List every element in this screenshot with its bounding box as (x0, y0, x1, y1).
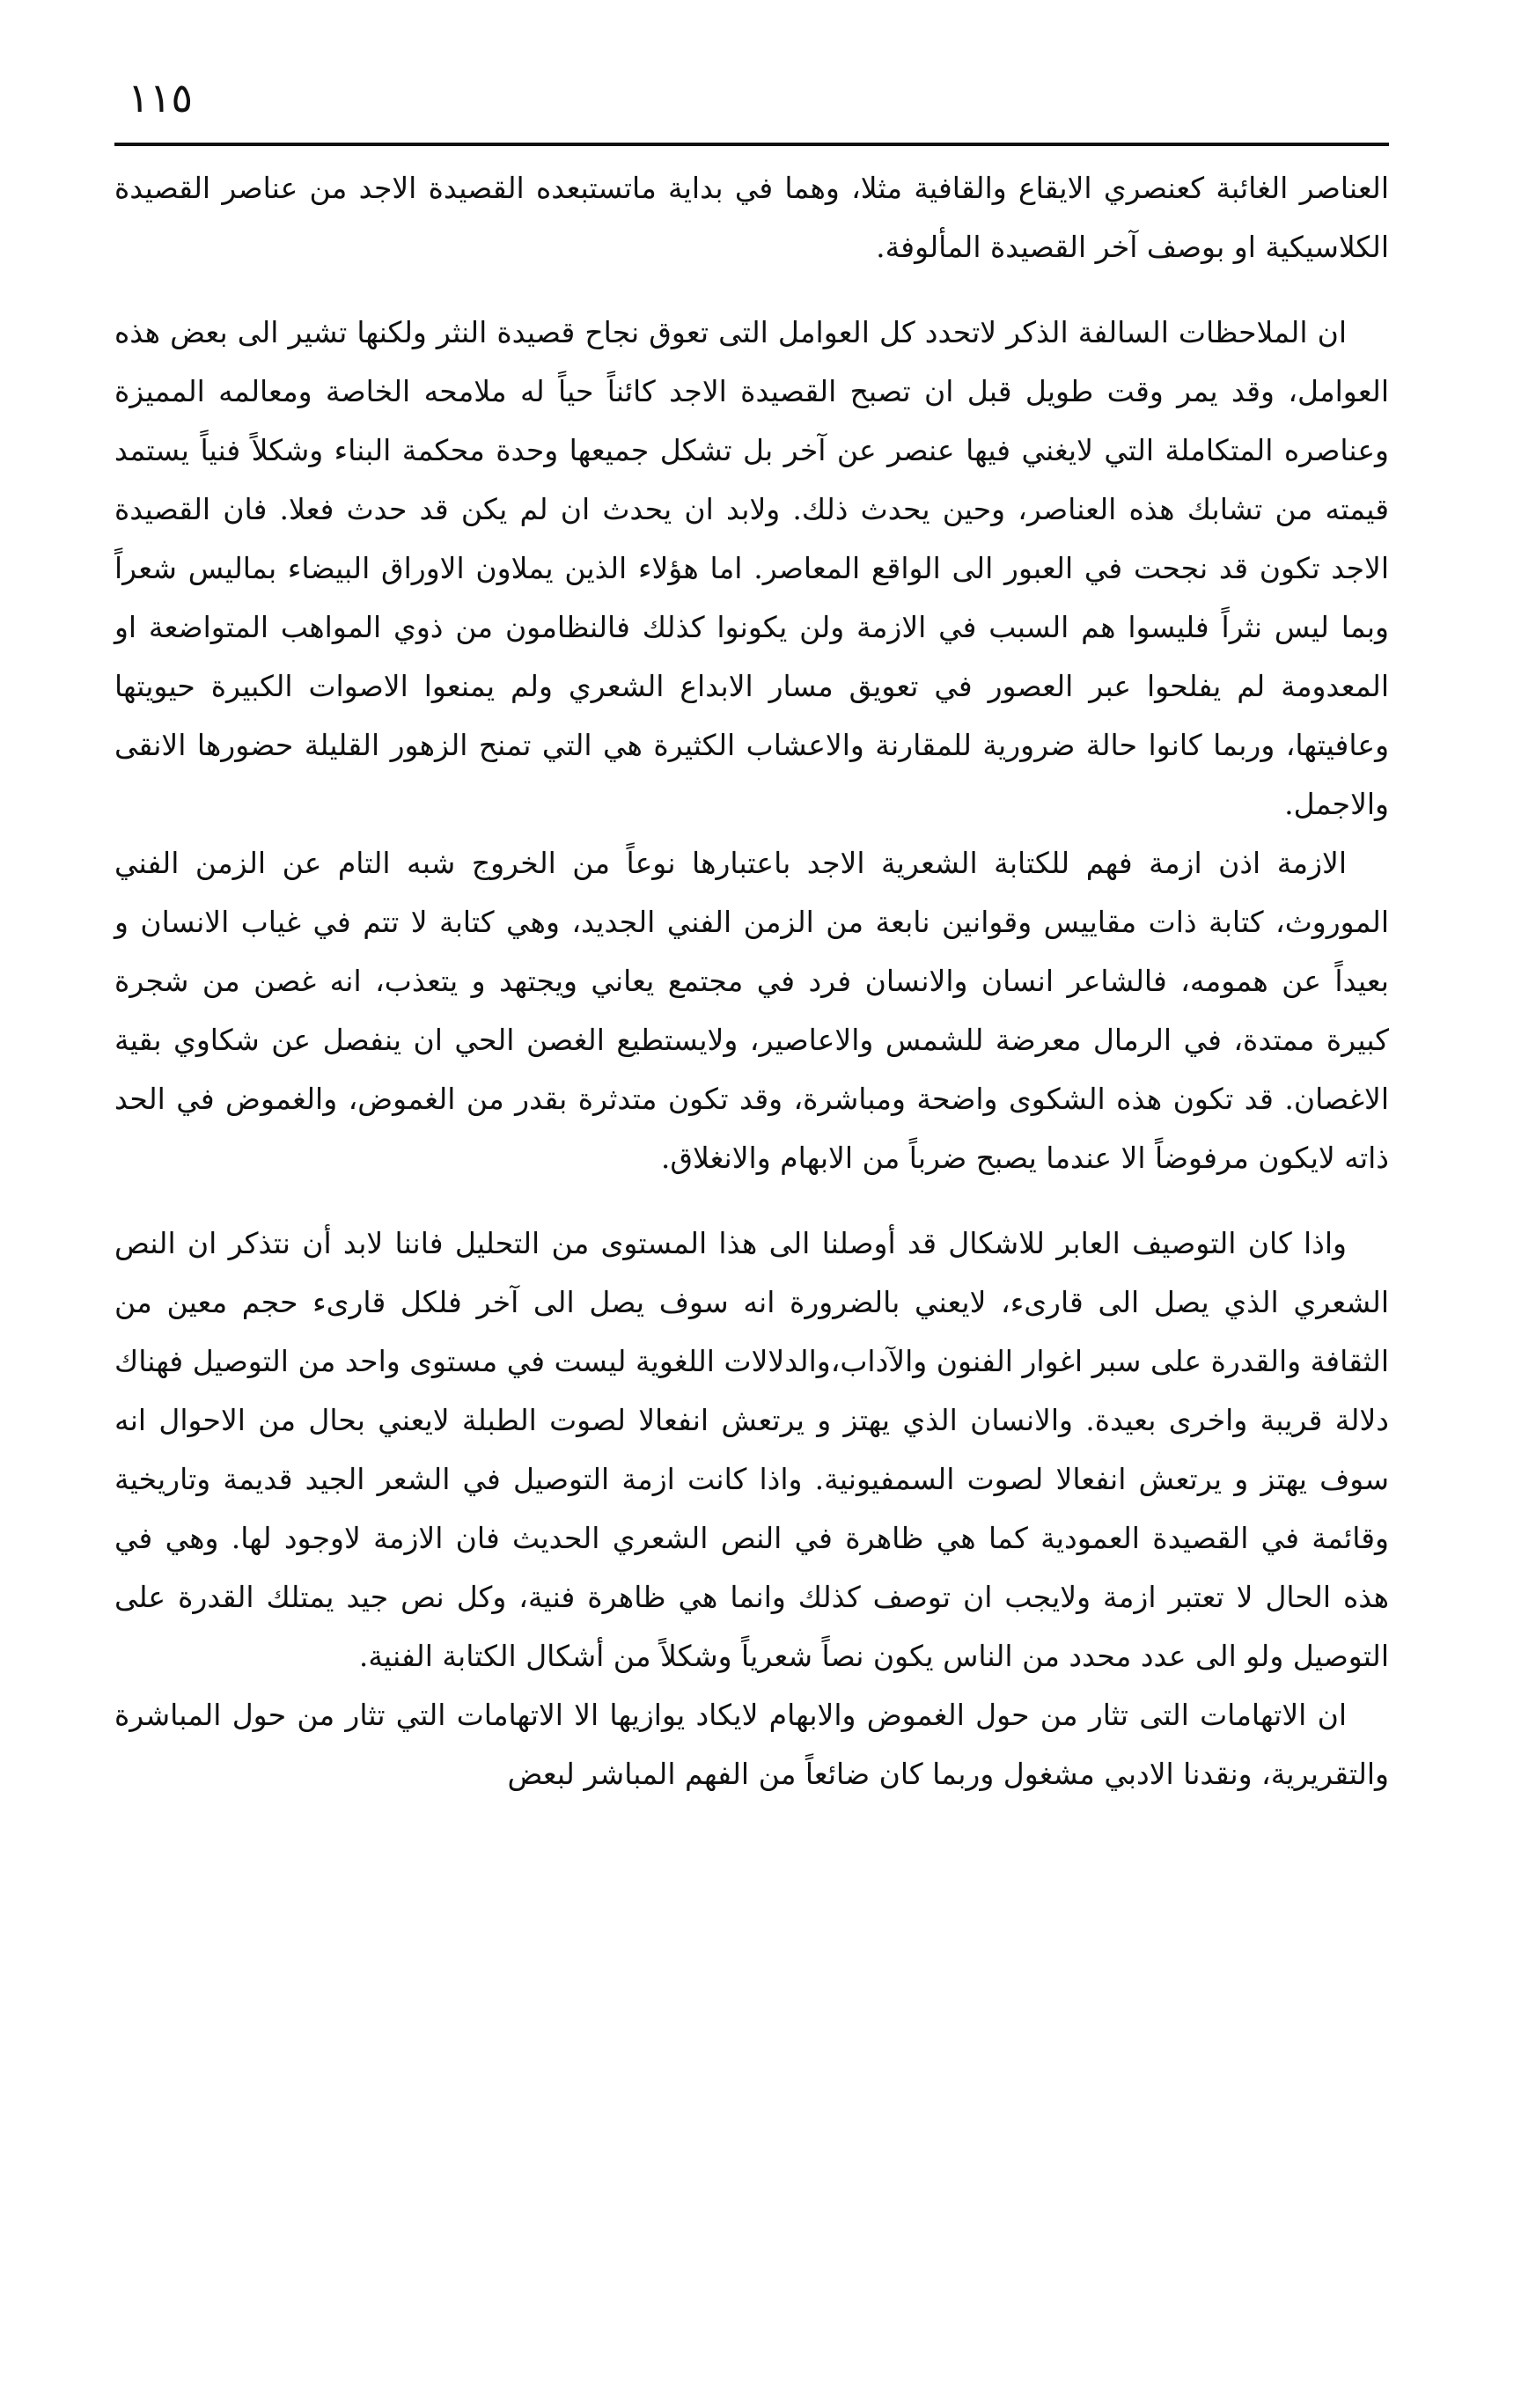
paragraph: ان الاتهامات التى تثار من حول الغموض والابهام لايكاد يوازيها الا الاتهامات التي تثار من حول المباشرة والتقريرية، ونقدنا الادبي مشغول وربما كان ضائعاً من الفهم المباشر لبعض (114, 1698, 1389, 1791)
header-rule (114, 143, 1389, 146)
paragraph: العناصر الغائبة كعنصري الايقاع والقافية مثلا، وهما في بداية ماتستبعده القصيدة الاجد من عناصر القصيدة الكلاسيكية او بوصف آخر القصيدة المألوفة. (114, 171, 1389, 264)
paragraph: ان الملاحظات السالفة الذكر لاتحدد كل العوامل التى تعوق نجاح قصيدة النثر ولكنها تشير الى بعض هذه العوامل، وقد يمر وقت طويل قبل ان تصبح القصيدة الاجد كائناً حياً له ملامحه الخاصة ومعالمه المميزة وعناصره المتكاملة التي لايغني فيها عنصر عن آخر بل تشكل جميعها وحدة محكمة البناء وشكلاً فنياً يستمد قيمته من تشابك هذه العناصر، وحين يحدث ذلك. ولابد ان يحدث ان لم يكن قد حدث فعلا. فان القصيدة الاجد تكون قد نجحت في العبور الى الواقع المعاصر. اما هؤلاء الذين يملاون الاوراق البيضاء بماليس شعراً وبما ليس نثراً فليسوا هم السبب في الازمة ولن يكونوا كذلك فالنظامون من ذوي المواهب المتواضعة او المعدومة لم يفلحوا عبر العصور في تعويق مسار الابداع الشعري ولم يمنعوا الاصوات الكبيرة حيويتها وعافيتها، وربما كانوا حالة ضرورية للمقارنة والاعشاب الكثيرة هي التي تمنح الزهور القليلة حضورها الانقى والاجمل. (114, 315, 1389, 821)
paragraph: الازمة اذن ازمة فهم للكتابة الشعرية الاجد باعتبارها نوعاً من الخروج شبه التام عن الزمن الفني الموروث، كتابة ذات مقاييس وقوانين نابعة من الزمن الفني الجديد، وهي كتابة لا تتم في غياب الانسان و بعيداً عن همومه، فالشاعر انسان والانسان فرد في مجتمع يعاني ويجتهد و يتعذب، انه غصن من شجرة كبيرة ممتدة، في الرمال معرضة للشمس والاعاصير، ولايستطيع الغصن الحي ان ينفصل عن شكاوي بقية الاغصان. قد تكون هذه الشكوى واضحة ومباشرة، وقد تكون متدثرة بقدر من الغموض، والغموض في الحد ذاته لايكون مرفوضاً الا عندما يصبح ضرباً من الابهام والانغلاق. (114, 846, 1389, 1175)
paragraph: واذا كان التوصيف العابر للاشكال قد أوصلنا الى هذا المستوى من التحليل فاننا لابد أن نتذكر ان النص الشعري الذي يصل الى قارىء، لايعني بالضرورة انه سوف يصل الى آخر فلكل قارىء حجم معين من الثقافة والقدرة على سبر اغوار الفنون والآداب،والدلالات اللغوية ليست في مستوى واحد من التوصيل فهناك دلالة قريبة واخرى بعيدة. والانسان الذي يهتز و يرتعش انفعالا لصوت الطبلة لايعني بحال من الاحوال انه سوف يهتز و يرتعش انفعالا لصوت السمفيونية. واذا كانت ازمة التوصيل في الشعر الجيد قديمة وتاريخية وقائمة في القصيدة العمودية كما هي ظاهرة في النص الشعري الحديث فان الازمة لاوجود لها. وهي في هذه الحال لا تعتبر ازمة ولايجب ان توصف كذلك وانما هي ظاهرة فنية، وكل نص جيد يمتلك القدرة على التوصيل ولو الى عدد محدد من الناس يكون نصاً شعرياً وشكلاً من أشكال الكتابة الفنية. (114, 1226, 1389, 1673)
body-text (114, 158, 1389, 1803)
page-number: ١١٥ (128, 74, 194, 121)
